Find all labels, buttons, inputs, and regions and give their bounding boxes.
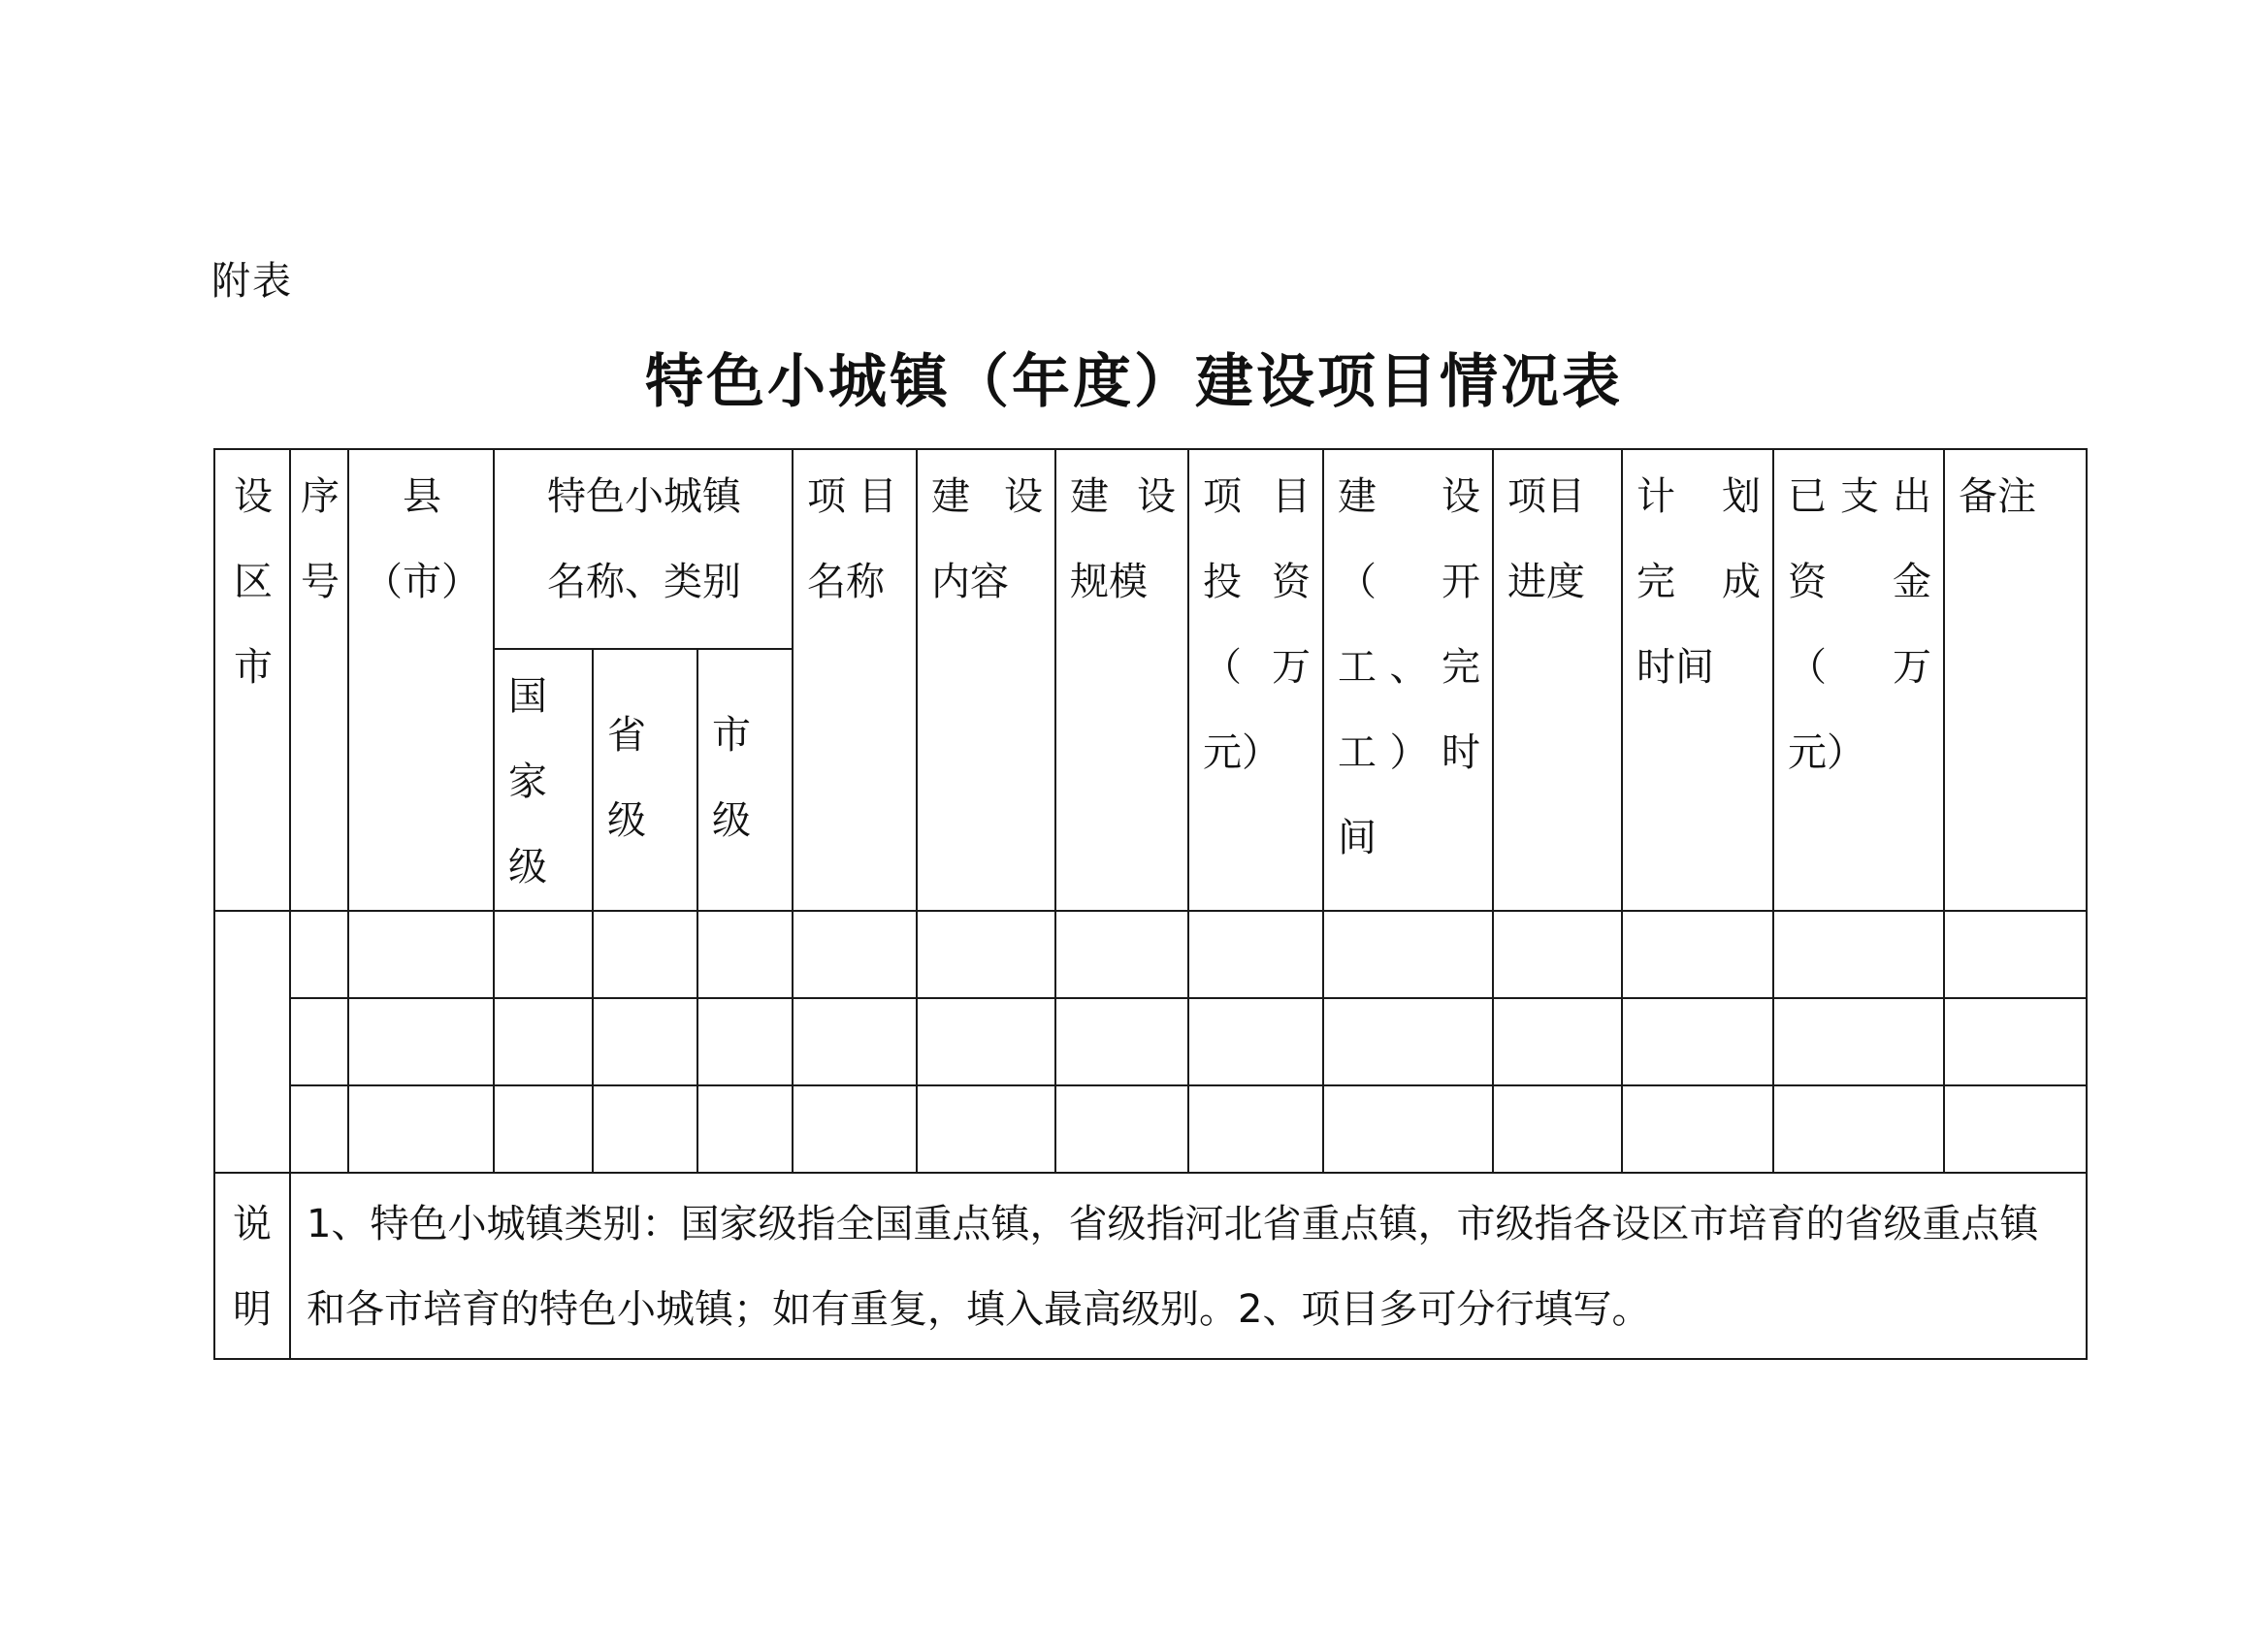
table-cell[interactable] xyxy=(1773,911,1944,998)
project-table xyxy=(213,448,2088,1360)
table-cell[interactable] xyxy=(348,998,494,1085)
table-cell[interactable] xyxy=(917,998,1055,1085)
table-cell[interactable] xyxy=(697,998,793,1085)
header-content: 建 设 内容 xyxy=(917,449,1055,911)
table-cell[interactable] xyxy=(593,998,697,1085)
table-cell[interactable] xyxy=(494,911,593,998)
table-row xyxy=(214,998,2087,1085)
table-cell[interactable] xyxy=(290,998,348,1085)
table-row xyxy=(214,911,2087,998)
page-title: 特色小城镇（年度）建设项目情况表 xyxy=(645,348,1623,416)
note-row xyxy=(214,1173,2087,1359)
table-cell[interactable] xyxy=(1323,1085,1493,1173)
table-cell[interactable] xyxy=(348,1085,494,1173)
table-cell[interactable] xyxy=(1323,998,1493,1085)
header-county: 县 （市） xyxy=(348,449,494,911)
table-cell[interactable] xyxy=(494,1085,593,1173)
table-cell[interactable] xyxy=(917,911,1055,998)
table-cell[interactable] xyxy=(1493,1085,1622,1173)
table-cell[interactable] xyxy=(1773,1085,1944,1173)
header-national: 国 家 级 xyxy=(494,649,593,911)
table-row xyxy=(214,1085,2087,1173)
table-cell[interactable] xyxy=(697,1085,793,1173)
table-cell[interactable] xyxy=(1944,911,2087,998)
header-spent: 已支出 资 金 （ 万 元） xyxy=(1773,449,1944,911)
table-cell[interactable] xyxy=(1188,1085,1323,1173)
table-cell[interactable] xyxy=(348,911,494,998)
header-schedule: 建 设 （ 开 工、完 工）时 间 xyxy=(1323,449,1493,911)
table-cell[interactable] xyxy=(1944,1085,2087,1173)
header-serial: 序 号 xyxy=(290,449,348,911)
table-cell[interactable] xyxy=(1622,998,1773,1085)
table-cell[interactable] xyxy=(1323,911,1493,998)
city-cell[interactable] xyxy=(214,911,290,1173)
table-cell[interactable] xyxy=(793,911,917,998)
appendix-label: 附表 xyxy=(211,259,293,304)
note-text: 1、特色小城镇类别：国家级指全国重点镇，省级指河北省重点镇，市级指各设区市培育的省级重点镇和各市培育的特色小城镇；如有重复，填入最高级别。2、项目多可分行填写。 xyxy=(290,1173,2087,1359)
table-cell[interactable] xyxy=(1944,998,2087,1085)
table-cell[interactable] xyxy=(593,1085,697,1173)
table-cell[interactable] xyxy=(793,1085,917,1173)
header-municipal: 市 级 xyxy=(697,649,793,911)
header-remarks: 备注 xyxy=(1944,449,2087,911)
header-row-1 xyxy=(214,449,2087,649)
table-cell[interactable] xyxy=(1622,911,1773,998)
table-cell[interactable] xyxy=(1055,998,1188,1085)
table-cell[interactable] xyxy=(290,1085,348,1173)
header-investment: 项 目 投 资 （ 万 元） xyxy=(1188,449,1323,911)
header-project-name: 项 目 名称 xyxy=(793,449,917,911)
table-cell[interactable] xyxy=(697,911,793,998)
header-provincial: 省 级 xyxy=(593,649,697,911)
table-cell[interactable] xyxy=(593,911,697,998)
table-cell[interactable] xyxy=(793,998,917,1085)
note-label: 说 明 xyxy=(214,1173,290,1359)
header-town-group: 特色小城镇 名称、类别 xyxy=(494,449,793,649)
table-cell[interactable] xyxy=(917,1085,1055,1173)
table-cell[interactable] xyxy=(1188,911,1323,998)
table-cell[interactable] xyxy=(1622,1085,1773,1173)
table-cell[interactable] xyxy=(494,998,593,1085)
table-cell[interactable] xyxy=(1055,1085,1188,1173)
table-cell[interactable] xyxy=(1773,998,1944,1085)
header-progress: 项目 进度 xyxy=(1493,449,1622,911)
table-cell[interactable] xyxy=(290,911,348,998)
header-scale: 建 设 规模 xyxy=(1055,449,1188,911)
table-cell[interactable] xyxy=(1493,998,1622,1085)
table-cell[interactable] xyxy=(1055,911,1188,998)
table-cell[interactable] xyxy=(1188,998,1323,1085)
header-planned: 计 划 完 成 时间 xyxy=(1622,449,1773,911)
header-city: 设 区 市 xyxy=(214,449,290,911)
table-cell[interactable] xyxy=(1493,911,1622,998)
